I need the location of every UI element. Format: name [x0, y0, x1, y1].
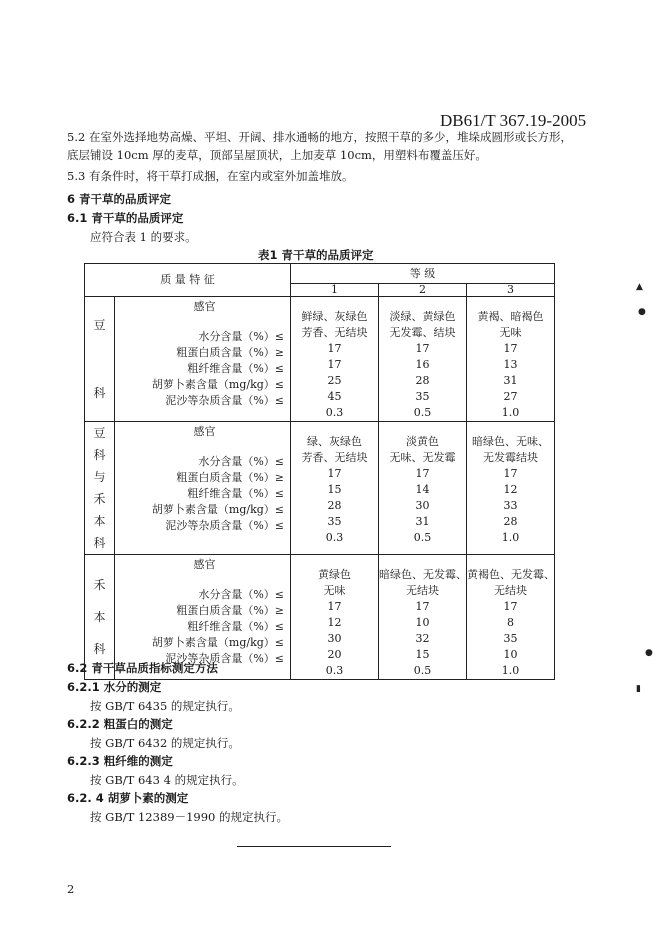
property-label: 粗纤维含量（%）≤: [187, 487, 284, 500]
sensory-text: 黄绿色: [318, 568, 351, 581]
scan-speck: ▮: [636, 684, 641, 694]
value-cell: 17: [415, 467, 430, 480]
section-6-2-3-text: 按 GB/T 643 4 的规定执行。: [90, 773, 244, 787]
value-cell: 8: [507, 616, 514, 629]
value-cell: 32: [415, 632, 430, 645]
group-name-char: 与: [93, 470, 106, 484]
sensory-text: 鲜绿、灰绿色: [301, 310, 368, 323]
value-cell: 17: [327, 467, 342, 480]
value-cell: 0.3: [325, 531, 344, 544]
value-cell: 10: [415, 616, 430, 629]
document-number: DB61/T 367.19-2005: [440, 111, 587, 130]
value-cell: 31: [503, 374, 518, 387]
value-cell: 17: [503, 467, 518, 480]
property-label: 粗蛋白质含量（%）≥: [176, 604, 284, 617]
value-cell: 0.5: [413, 406, 432, 419]
property-label: 粗蛋白质含量（%）≥: [176, 346, 284, 359]
section-6-2-3-heading: 6.2.3 粗纤维的测定: [67, 754, 173, 768]
value-cell: 0.3: [325, 406, 344, 419]
section-6-2-1-heading: 6.2.1 水分的测定: [67, 680, 162, 694]
sensory-text: 无味: [323, 584, 346, 597]
property-label: 泥沙等杂质含量（%）≤: [165, 394, 284, 407]
group-row: [85, 422, 555, 555]
grade-1-values: [291, 555, 379, 680]
property-cell: [115, 297, 291, 422]
property-label: 胡萝卜素含量（mg/kg）≤: [151, 378, 284, 391]
grade-2-values: [379, 297, 467, 422]
group-name-char: 本: [93, 514, 106, 528]
value-cell: 10: [503, 648, 518, 661]
value-cell: 17: [503, 600, 518, 613]
property-label: 粗蛋白质含量（%）≥: [176, 471, 284, 484]
property-label: 水分含量（%）≤: [198, 330, 284, 343]
section-6-1-text: 应符合表 1 的要求。: [90, 230, 197, 244]
property-cell: [115, 422, 291, 555]
group-name-char: 科: [93, 386, 106, 400]
value-cell: 14: [415, 483, 430, 496]
value-cell: 16: [415, 358, 430, 371]
grade-2-header: 2: [379, 284, 467, 297]
value-cell: 17: [415, 600, 430, 613]
header-quality: 质 量 特 征: [85, 264, 291, 297]
value-cell: 17: [503, 342, 518, 355]
property-label: 胡萝卜素含量（mg/kg）≤: [151, 503, 284, 516]
value-cell: 25: [327, 374, 342, 387]
value-cell: 17: [327, 600, 342, 613]
value-cell: 28: [415, 374, 430, 387]
sensory-text: 无味、无发霉: [389, 451, 456, 464]
grade-2-values: [379, 555, 467, 680]
value-cell: 0.5: [413, 664, 432, 677]
sensory-text: 淡绿、黄绿色: [389, 310, 456, 323]
group-name-char: 本: [93, 610, 106, 624]
sensory-text: 暗绿色、无味、: [472, 435, 549, 448]
grade-3-values: [467, 297, 555, 422]
group-name: [85, 422, 115, 555]
sensory-text: 黄褐色、无发霉、: [467, 568, 555, 581]
value-cell: 0.5: [413, 531, 432, 544]
sensory-text: 芳香、无结块: [301, 451, 368, 464]
grade-1-values: [291, 422, 379, 555]
value-cell: 12: [327, 616, 342, 629]
section-6-2-2-heading: 6.2.2 粗蛋白的测定: [67, 717, 173, 731]
value-cell: 17: [415, 342, 430, 355]
value-cell: 13: [503, 358, 518, 371]
group-name-char: 禾: [93, 492, 106, 506]
quality-table: [84, 263, 555, 680]
group-name-char: 科: [93, 642, 106, 656]
value-cell: 28: [327, 499, 342, 512]
value-cell: 17: [327, 342, 342, 355]
value-cell: 30: [327, 632, 342, 645]
scan-speck: ▲: [636, 282, 643, 292]
section-6-2-4-heading: 6.2. 4 胡萝卜素的测定: [67, 791, 189, 805]
value-cell: 35: [503, 632, 518, 645]
value-cell: 1.0: [501, 531, 520, 544]
section-6-2-1-text: 按 GB/T 6435 的规定执行。: [90, 699, 240, 713]
value-cell: 28: [503, 515, 518, 528]
sensory-text: 黄褐、暗褐色: [477, 310, 544, 323]
property-label: 水分含量（%）≤: [198, 588, 284, 601]
value-cell: 30: [415, 499, 430, 512]
group-name-char: 豆: [93, 318, 106, 332]
grade-3-values: [467, 555, 555, 680]
end-rule: [237, 846, 391, 847]
sensory-text: 无发霉结块: [483, 451, 538, 464]
group-row: [85, 297, 555, 422]
value-cell: 0.3: [325, 664, 344, 677]
group-name: [85, 297, 115, 422]
value-cell: 12: [503, 483, 518, 496]
value-cell: 35: [415, 390, 430, 403]
value-cell: 15: [415, 648, 430, 661]
sensory-text: 绿、灰绿色: [307, 435, 362, 448]
grade-2-values: [379, 422, 467, 555]
section-6-2-heading: 6.2 青干草品质指标测定方法: [67, 661, 218, 675]
value-cell: 33: [503, 499, 518, 512]
sensory-text: 无结块: [406, 584, 439, 597]
group-name-char: 科: [93, 448, 106, 462]
para-5-2-line2: 底层铺设 10cm 厚的麦草，顶部呈屋顶状，上加麦草 10cm，用塑料布覆盖压好。: [67, 148, 487, 162]
value-cell: 35: [327, 515, 342, 528]
value-cell: 15: [327, 483, 342, 496]
grade-3-values: [467, 422, 555, 555]
sensory-text: 暗绿色、无发霉、: [379, 568, 467, 581]
property-label: 粗纤维含量（%）≤: [187, 620, 284, 633]
section-6-2-4-text: 按 GB/T 12389－1990 的规定执行。: [90, 810, 288, 824]
property-label: 泥沙等杂质含量（%）≤: [165, 652, 284, 665]
sensory-text: 淡黄色: [406, 435, 439, 448]
property-label: 水分含量（%）≤: [198, 455, 284, 468]
scan-speck: ●: [638, 307, 646, 317]
para-5-2-line1: 5.2 在室外选择地势高燥、平坦、开阔、排水通畅的地方，按照干草的多少，堆垛成圆形或长方形，: [67, 130, 572, 144]
value-cell: 17: [327, 358, 342, 371]
value-cell: 27: [503, 390, 518, 403]
sensory-text: 无结块: [494, 584, 527, 597]
section-6-2-2-text: 按 GB/T 6432 的规定执行。: [90, 736, 240, 750]
group-name-char: 豆: [93, 426, 106, 440]
property-sensory: 感官: [193, 300, 216, 313]
scan-speck: ●: [645, 648, 653, 658]
page-number: 2: [67, 882, 75, 896]
value-cell: 20: [327, 648, 342, 661]
property-label: 泥沙等杂质含量（%）≤: [165, 519, 284, 532]
grade-1-values: [291, 297, 379, 422]
value-cell: 1.0: [501, 664, 520, 677]
group-name-char: 科: [93, 536, 106, 550]
value-cell: 45: [327, 390, 342, 403]
property-label: 粗纤维含量（%）≤: [187, 362, 284, 375]
property-sensory: 感官: [193, 558, 216, 571]
grade-1-header: 1: [291, 284, 379, 297]
section-6-1-heading: 6.1 青干草的品质评定: [67, 211, 184, 225]
table-caption: 表1 青干草的品质评定: [258, 248, 374, 262]
sensory-text: 芳香、无结块: [301, 326, 368, 339]
value-cell: 1.0: [501, 406, 520, 419]
value-cell: 31: [415, 515, 430, 528]
para-5-3: 5.3 有条件时，将干草打成捆，在室内或室外加盖堆放。: [67, 169, 354, 183]
sensory-text: 无味: [499, 326, 522, 339]
grade-3-header: 3: [467, 284, 555, 297]
section-6-heading: 6 青干草的品质评定: [67, 192, 172, 206]
group-name-char: 禾: [93, 578, 106, 592]
property-sensory: 感官: [193, 425, 216, 438]
sensory-text: 无发霉、结块: [389, 326, 456, 339]
property-label: 胡萝卜素含量（mg/kg）≤: [151, 636, 284, 649]
header-grade: 等 级: [291, 264, 555, 284]
